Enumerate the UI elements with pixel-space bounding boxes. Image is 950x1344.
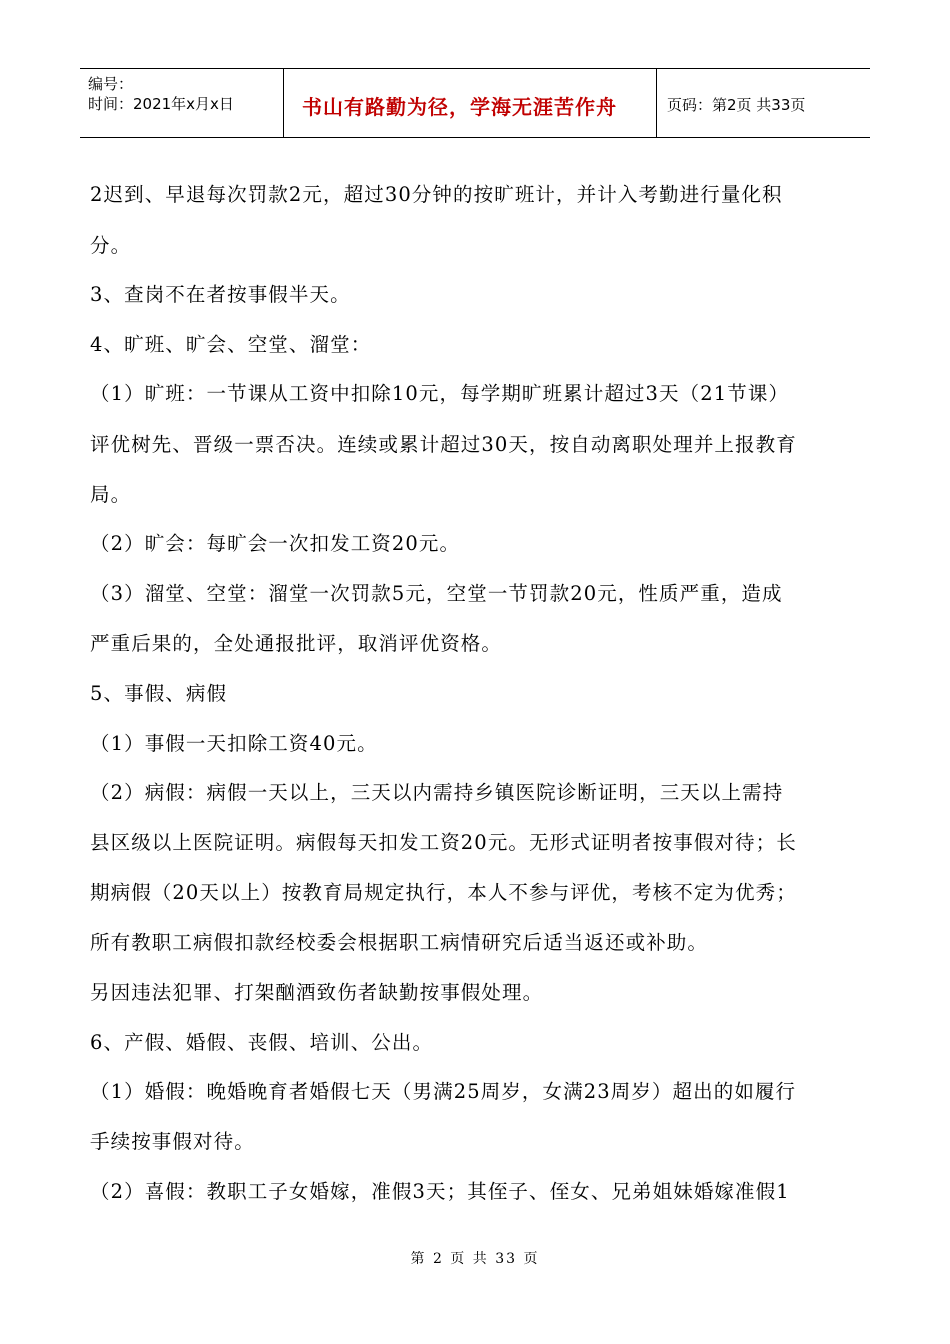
body-line: （1）婚假：晚婚晚育者婚假七天（男满25周岁，女满23周岁）超出的如履行 <box>90 1080 797 1103</box>
body-line: 3、查岗不在者按事假半天。 <box>90 283 351 306</box>
page-header <box>80 68 870 138</box>
body-line: （3）溜堂、空堂：溜堂一次罚款5元，空堂一节罚款20元，性质严重，造成 <box>90 582 783 605</box>
header-meta-cell <box>80 69 284 137</box>
body-line: （2）病假：病假一天以上，三天以内需持乡镇医院诊断证明，三天以上需持 <box>90 781 784 804</box>
body-line: 5、事假、病假 <box>90 682 228 705</box>
body-line: 4、旷班、旷会、空堂、溜堂： <box>90 333 372 356</box>
body-line: （2）喜假：教职工子女婚嫁，准假3天；其侄子、侄女、兄弟姐妹婚嫁准假1 <box>90 1180 790 1203</box>
body-line: 评优树先、晋级一票否决。连续或累计超过30天，按自动离职处理并上报教育 <box>90 433 797 456</box>
body-line: 6、产假、婚假、丧假、培训、公出。 <box>90 1031 434 1054</box>
body-line: （2）旷会：每旷会一次扣发工资20元。 <box>90 532 461 555</box>
body-line: 2迟到、早退每次罚款2元，超过30分钟的按旷班计，并计入考勤进行量化积 <box>90 183 783 206</box>
header-page-cell <box>657 69 870 137</box>
body-line: 分。 <box>90 234 132 257</box>
page-footer: 第 2 页 共 33 页 <box>410 1251 540 1267</box>
document-time-label: 时间：2021年x月x日 <box>88 95 234 113</box>
body-line: 局。 <box>90 483 132 506</box>
body-line: 所有教职工病假扣款经校委会根据职工病情研究后适当返还或补助。 <box>90 931 709 954</box>
header-motto-cell <box>284 69 657 137</box>
body-line: 县区级以上医院证明。病假每天扣发工资20元。无形式证明者按事假对待；长 <box>90 831 797 854</box>
document-number-label: 编号： <box>88 75 134 93</box>
header-page-code: 页码：第2页 共33页 <box>667 96 806 114</box>
body-line: 另因违法犯罪、打架酗酒致伤者缺勤按事假处理。 <box>90 981 544 1004</box>
body-line: （1）事假一天扣除工资40元。 <box>90 732 378 755</box>
body-line: 严重后果的，全处通报批评，取消评优资格。 <box>90 632 503 655</box>
body-line: 期病假（20天以上）按教育局规定执行，本人不参与评优，考核不定为优秀； <box>90 881 797 904</box>
body-line: （1）旷班：一节课从工资中扣除10元，每学期旷班累计超过3天（21节课） <box>90 382 790 405</box>
body-line: 手续按事假对待。 <box>90 1130 255 1153</box>
header-motto: 书山有路勤为径，学海无涯苦作舟 <box>302 95 617 119</box>
